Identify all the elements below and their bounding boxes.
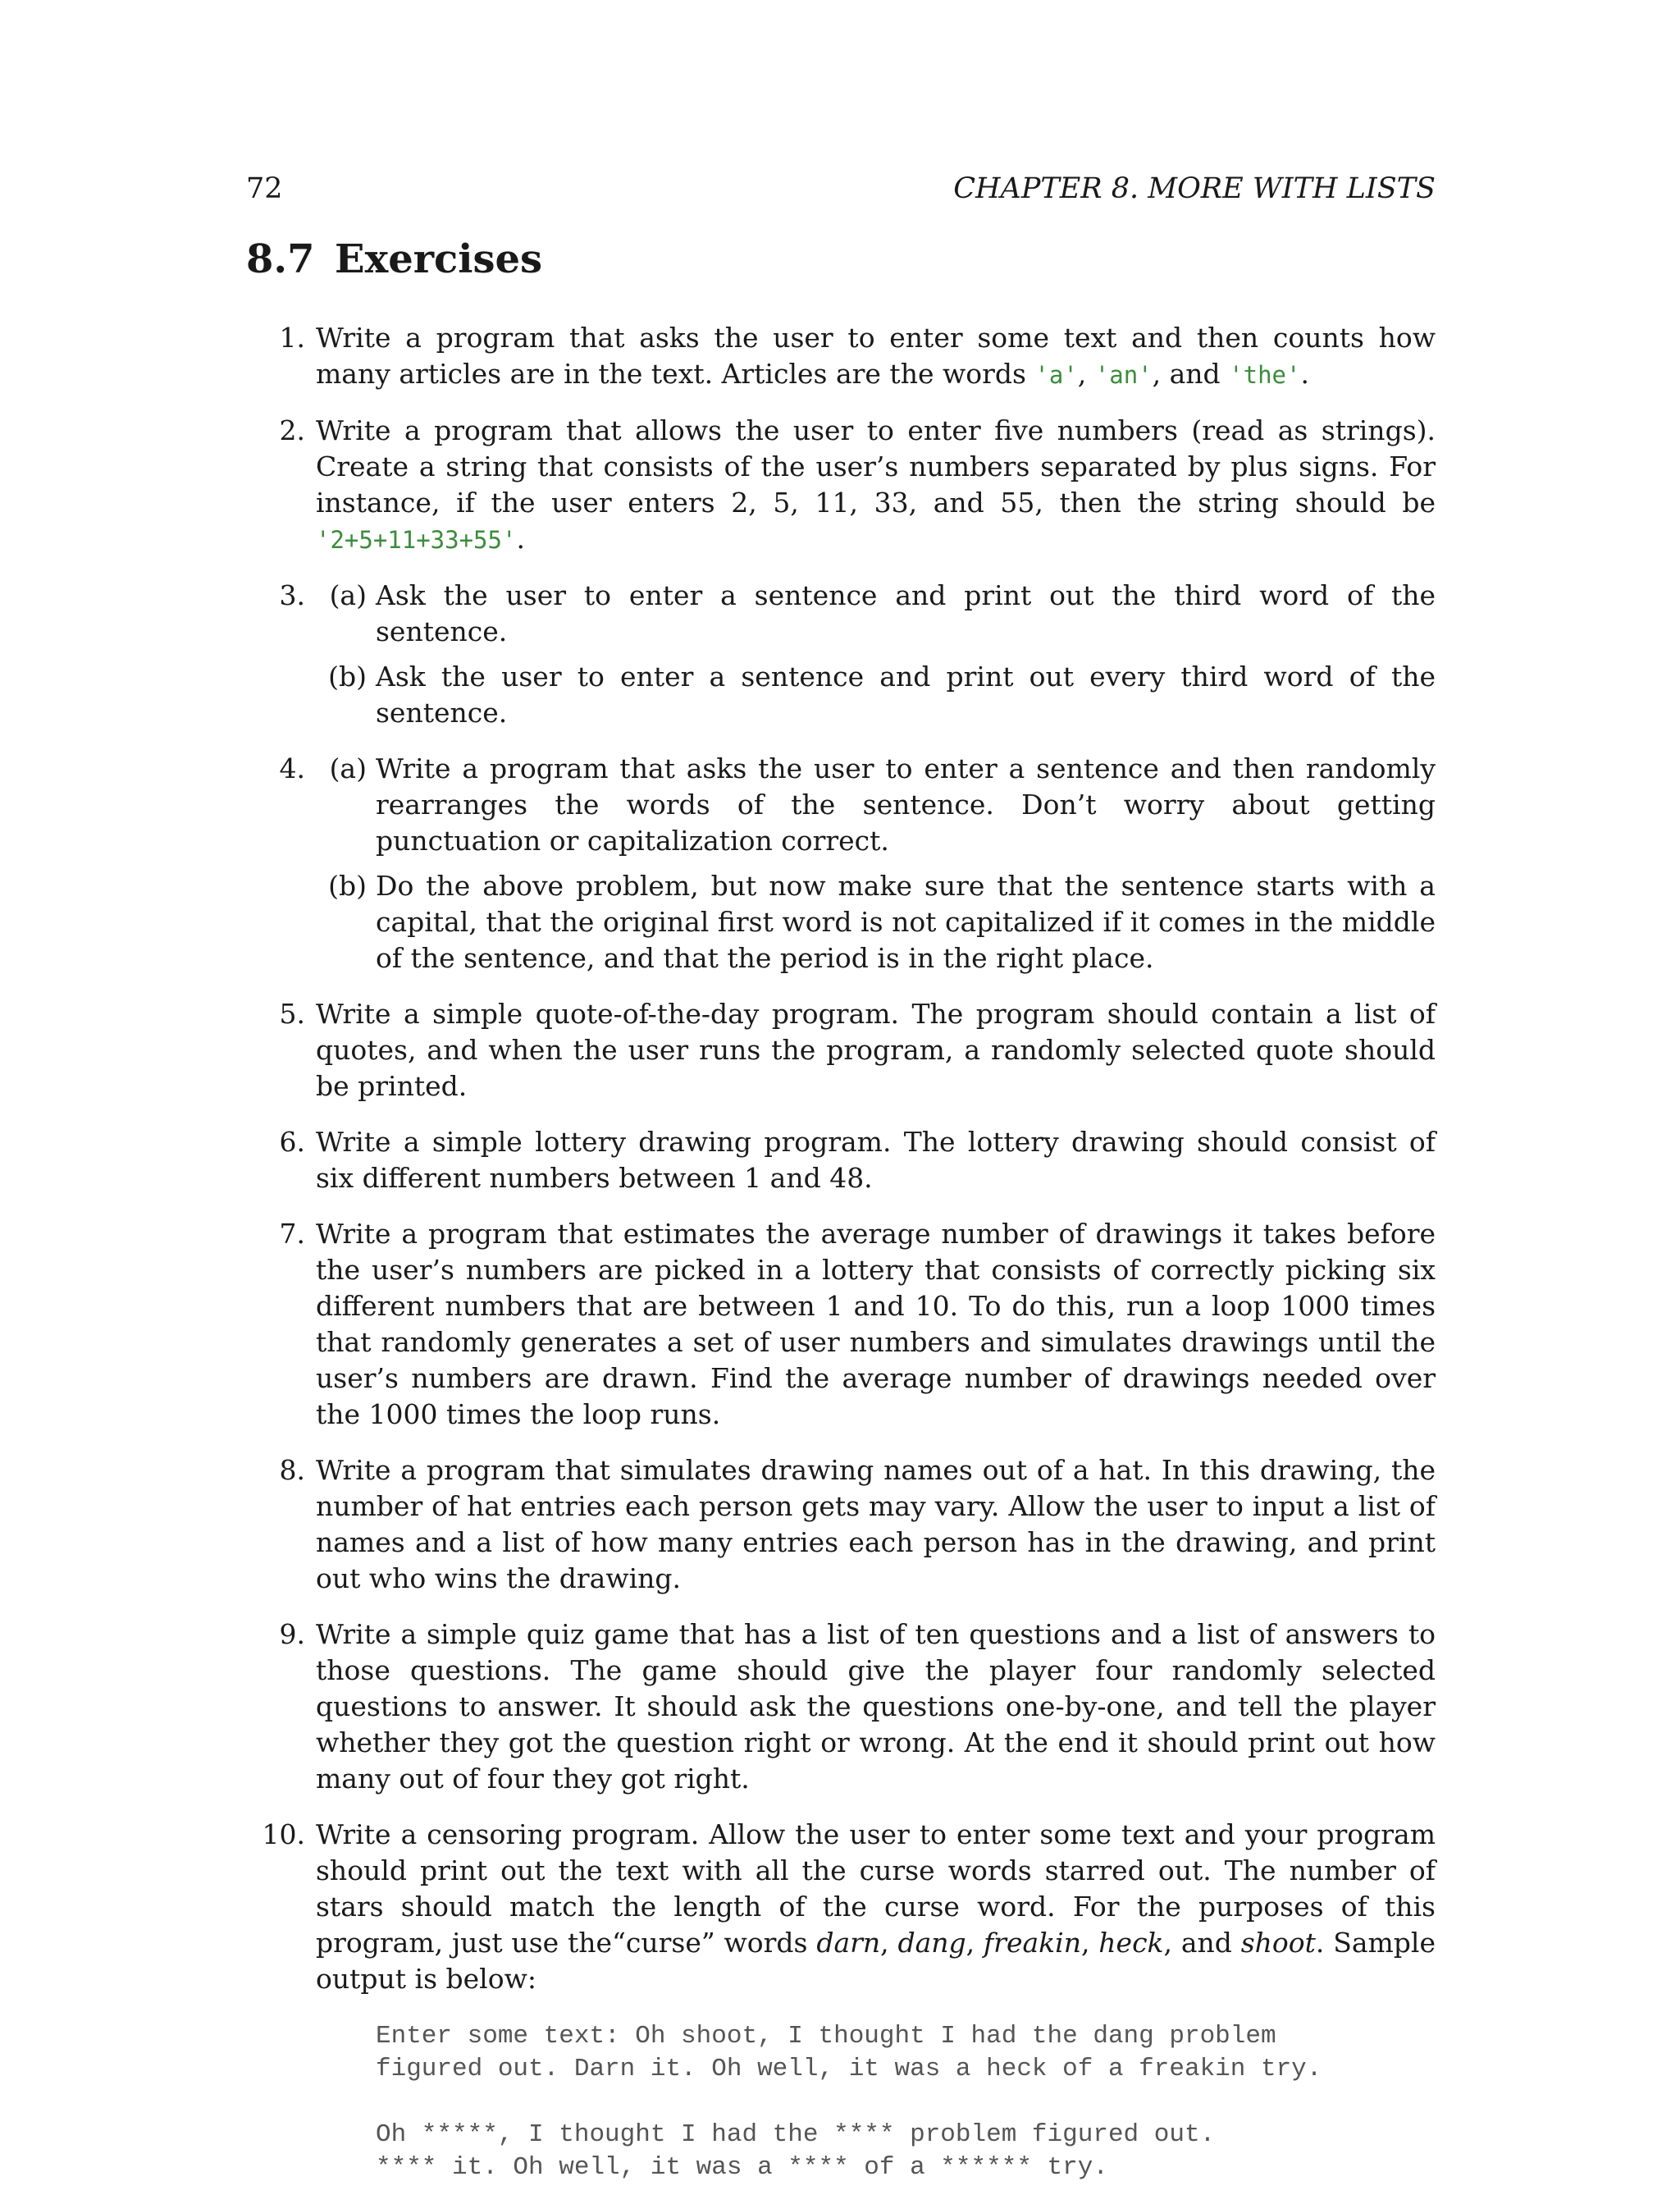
- exercise-item: [246, 1817, 1436, 2184]
- sample-output-spacer: [376, 2086, 1436, 2119]
- exercise-text: , and: [1152, 358, 1230, 390]
- sub-exercise-label: (a): [329, 579, 367, 611]
- sub-exercise: [316, 659, 1436, 731]
- curse-word: heck: [1098, 1927, 1164, 1959]
- exercise-item: [246, 1216, 1436, 1433]
- exercise-text: ,: [966, 1927, 984, 1959]
- sample-output-line: Enter some text: Oh shoot, I thought I had the dang problem: [376, 2022, 1276, 2051]
- section-number: 8.7: [246, 236, 315, 282]
- sub-exercise: [316, 578, 1436, 650]
- exercise-number: 3.: [279, 579, 305, 611]
- exercise-list: [246, 320, 1436, 2204]
- chapter-title: CHAPTER 8. MORE WITH LISTS: [953, 172, 1436, 205]
- sub-exercise-label: (a): [329, 752, 367, 784]
- code-literal: 'the': [1229, 361, 1301, 389]
- exercise-number: 4.: [279, 752, 305, 784]
- exercise-text: ,: [880, 1927, 898, 1959]
- curse-word: freakin: [983, 1927, 1081, 1959]
- sample-output-line: **** it. Oh well, it was a **** of a ****** try.: [376, 2153, 1108, 2182]
- exercise-text: Write a simple quiz game that has a list of ten questions and a list of answers to those questions. The game should give the player four randomly selected questions to answer. It should ask the questions one-by-one, and tell the player whether they got the question right or wrong. At the end it should print out how many out of four they got right.: [316, 1618, 1436, 1795]
- code-literal: '2+5+11+33+55': [316, 526, 517, 554]
- exercise-number: 5.: [279, 998, 305, 1030]
- sample-output: [376, 2020, 1436, 2184]
- exercise-item: [246, 1452, 1436, 1597]
- exercise-number: 10.: [262, 1818, 305, 1850]
- section-heading: Exercises: [335, 236, 543, 282]
- code-literal: 'an': [1094, 361, 1153, 389]
- exercise-item: [246, 413, 1436, 558]
- curse-word: dang: [897, 1927, 966, 1959]
- exercise-item: [246, 578, 1436, 731]
- sub-exercise-label: (b): [328, 661, 367, 693]
- exercise-item: [246, 1616, 1436, 1797]
- sample-output-line: figured out. Darn it. Oh well, it was a heck of a freakin try.: [376, 2055, 1322, 2083]
- exercise-number: 2.: [279, 414, 305, 446]
- code-literal: 'a': [1034, 361, 1078, 389]
- sub-exercise: [316, 868, 1436, 976]
- exercise-number: 1.: [279, 322, 305, 354]
- sub-exercise-text: Write a program that asks the user to enter a sentence and then randomly rearranges the words of the sentence. Don’t worry about getting punctuation or capitalization correct.: [376, 752, 1436, 857]
- exercise-text: Write a program that estimates the average number of drawings it takes before the user’s numbers are picked in a lottery that consists of correctly picking six different numbers that are between 1 and 10. To do this, run a loop 1000 times that randomly generates a set of user numbers and simulates drawings until the user’s numbers are drawn. Find the average number of drawings needed over the 1000 times the loop runs.: [316, 1218, 1436, 1430]
- exercise-text: ,: [1077, 358, 1095, 390]
- exercise-text: Write a program that allows the user to enter five numbers (read as strings). Create a string that consists of the user’s numbers separated by plus signs. For instance, if the user enters 2, 5, 11, 33, and 55, then the string should be: [316, 414, 1436, 519]
- section-title: [246, 233, 542, 286]
- sub-exercise-label: (b): [328, 870, 367, 902]
- exercise-item: [246, 1124, 1436, 1196]
- curse-word: shoot: [1240, 1927, 1316, 1959]
- running-head: [246, 171, 1436, 207]
- exercise-text: Write a simple quote-of-the-day program. The program should contain a list of quotes, and when the user runs the program, a randomly selected quote should be printed.: [316, 998, 1436, 1102]
- exercise-text: .: [1300, 358, 1309, 390]
- exercise-item: [246, 320, 1436, 393]
- exercise-text: Write a program that asks the user to enter some text and then counts how many articles are in the text. Articles are the words: [316, 322, 1436, 390]
- sub-exercise: [316, 751, 1436, 859]
- exercise-text: Write a program that simulates drawing names out of a hat. In this drawing, the number of hat entries each person gets may vary. Allow the user to input a list of names and a list of how many entries each person has in the drawing, and print out who wins the drawing.: [316, 1454, 1436, 1594]
- sub-exercise-text: Ask the user to enter a sentence and print out every third word of the sentence.: [376, 661, 1436, 729]
- exercise-text: ,: [1080, 1927, 1099, 1959]
- sample-output-line: Oh *****, I thought I had the **** problem figured out.: [376, 2120, 1216, 2149]
- sub-exercise-text: Ask the user to enter a sentence and print out the third word of the sentence.: [376, 579, 1436, 647]
- exercise-text: Write a censoring program. Allow the user to enter some text and your program should print out the text with all the curse words starred out. The number of stars should match the length of the curse word. For the purposes of this program, just use the“curse” words: [316, 1818, 1436, 1959]
- page-number: 72: [246, 172, 283, 205]
- exercise-number: 8.: [279, 1454, 305, 1486]
- exercise-number: 9.: [279, 1618, 305, 1650]
- exercise-text: .: [516, 523, 525, 555]
- exercise-text: Write a simple lottery drawing program. The lottery drawing should consist of six different numbers between 1 and 48.: [316, 1126, 1436, 1194]
- curse-word: darn: [816, 1927, 881, 1959]
- sub-exercise-text: Do the above problem, but now make sure that the sentence starts with a capital, that the original first word is not capitalized if it comes in the middle of the sentence, and that the period is in the right place.: [376, 870, 1436, 974]
- exercise-number: 6.: [279, 1126, 305, 1158]
- exercise-item: [246, 751, 1436, 976]
- exercise-item: [246, 996, 1436, 1104]
- exercise-text: , and: [1163, 1927, 1241, 1959]
- exercise-number: 7.: [279, 1218, 305, 1250]
- exercise-text: . Sample output is below:: [316, 1927, 1436, 1995]
